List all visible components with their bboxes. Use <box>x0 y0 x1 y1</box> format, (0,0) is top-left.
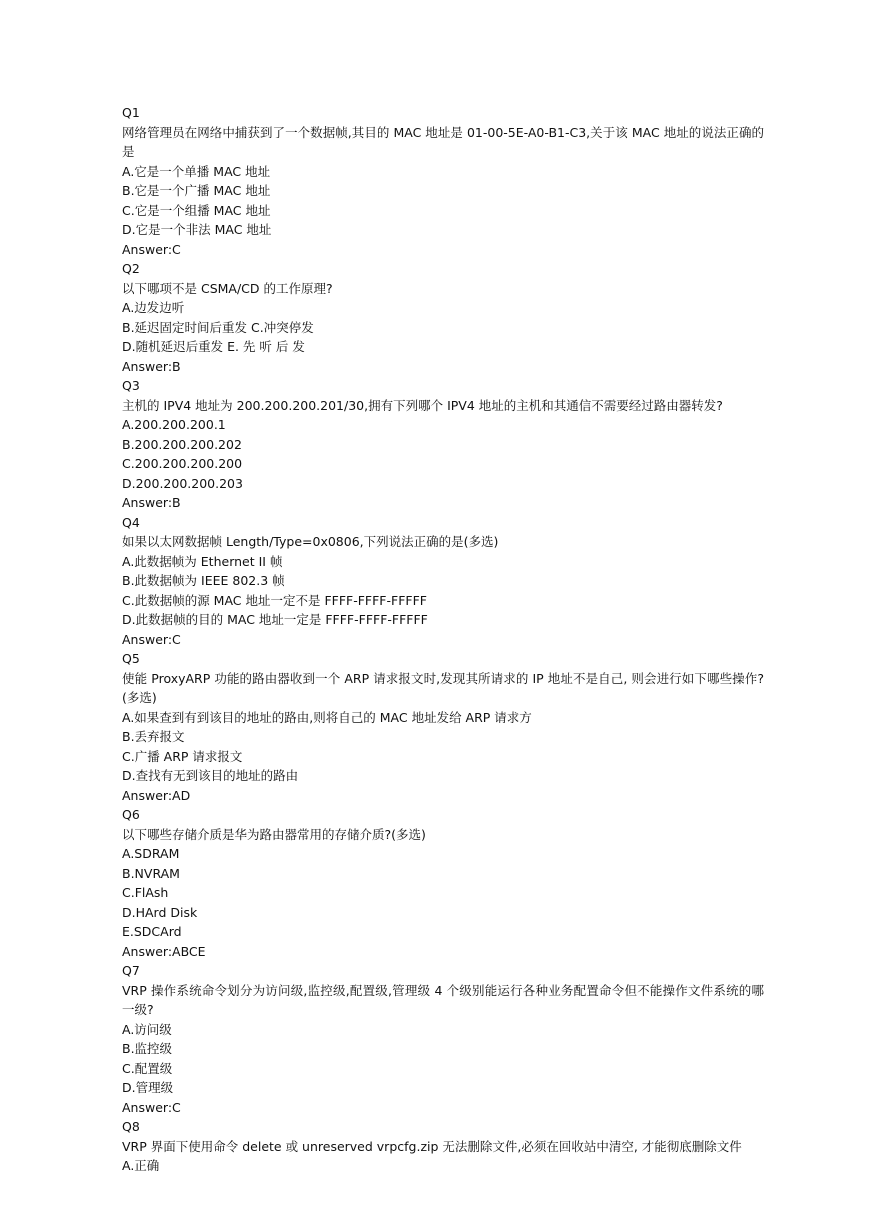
answer-option: A.SDRAM <box>122 846 180 861</box>
answer-option: A.访问级 <box>122 1021 172 1037</box>
answer-option: D.管理级 <box>122 1080 174 1095</box>
question-block <box>122 259 764 376</box>
question-block <box>122 513 764 650</box>
answer-option: C.它是一个组播 MAC 地址 <box>122 202 271 218</box>
answer-option: A.边发边听 <box>122 300 185 315</box>
question-stem: VRP 界面下使用命令 delete 或 unreserved vrpcfg.zip 无法删除文件,必须在回收站中清空, 才能彻底删除文件 <box>122 1138 742 1154</box>
answer-option: D.它是一个非法 MAC 地址 <box>122 222 272 237</box>
question-block <box>122 103 764 259</box>
answer-option: C.FlAsh <box>122 885 169 900</box>
answer-key: Answer:B <box>122 495 181 510</box>
answer-option: D.此数据帧的目的 MAC 地址一定是 FFFF-FFFF-FFFFF <box>122 612 428 627</box>
answer-option: A.它是一个单播 MAC 地址 <box>122 163 271 179</box>
question-stem: 网络管理员在网络中捕获到了一个数据帧,其目的 MAC 地址是 01-00-5E-A0-B1-C3,关于该 MAC 地址的说法正确的是 <box>122 124 764 159</box>
answer-key: Answer:C <box>122 631 181 647</box>
answer-option: D.随机延迟后重发 E. 先 听 后 发 <box>122 339 305 354</box>
answer-option: B.NVRAM <box>122 865 180 881</box>
question-number: Q3 <box>122 378 140 393</box>
answer-key: Answer:AD <box>122 787 191 803</box>
question-stem: 以下哪项不是 CSMA/CD 的工作原理? <box>122 280 333 296</box>
answer-option: A.如果查到有到该目的地址的路由,则将自己的 MAC 地址发给 ARP 请求方 <box>122 709 532 725</box>
answer-key: Answer:C <box>122 1099 181 1115</box>
answer-option: B.延迟固定时间后重发 C.冲突停发 <box>122 319 314 335</box>
question-stem: 以下哪些存储介质是华为路由器常用的存储介质?(多选) <box>122 826 426 842</box>
question-block <box>122 961 764 1117</box>
answer-option: C.200.200.200.200 <box>122 456 243 471</box>
question-block <box>122 649 768 805</box>
question-number: Q5 <box>122 651 140 666</box>
answer-option: D.查找有无到该目的地址的路由 <box>122 768 299 783</box>
question-stem: VRP 操作系统命令划分为访问级,监控级,配置级,管理级 4 个级别能运行各种业务配置命令但不能操作文件系统的哪一级? <box>122 982 764 1017</box>
question-number: Q8 <box>122 1119 140 1134</box>
document-page <box>122 103 768 1176</box>
question-number: Q1 <box>122 105 140 120</box>
question-block <box>122 1117 764 1176</box>
answer-option: E.SDCArd <box>122 924 182 939</box>
question-block <box>122 805 764 961</box>
answer-option: D.HArd Disk <box>122 904 198 920</box>
answer-option: C.配置级 <box>122 1060 173 1076</box>
answer-key: Answer:B <box>122 358 181 374</box>
answer-key: Answer:C <box>122 241 181 257</box>
answer-option: D.200.200.200.203 <box>122 475 243 491</box>
question-stem: 使能 ProxyARP 功能的路由器收到一个 ARP 请求报文时,发现其所请求的 IP 地址不是自己, 则会进行如下哪些操作? (多选) <box>122 670 768 705</box>
answer-option: A.此数据帧为 Ethernet II 帧 <box>122 553 283 569</box>
answer-option: B.丢弃报文 <box>122 729 185 744</box>
question-number: Q2 <box>122 261 140 276</box>
answer-option: A.正确 <box>122 1158 160 1173</box>
question-block <box>122 376 764 513</box>
answer-key: Answer:ABCE <box>122 943 206 959</box>
answer-option: B.监控级 <box>122 1041 173 1056</box>
question-stem: 如果以太网数据帧 Length/Type=0x0806,下列说法正确的是(多选) <box>122 534 499 549</box>
answer-option: B.此数据帧为 IEEE 802.3 帧 <box>122 573 285 588</box>
question-stem: 主机的 IPV4 地址为 200.200.200.201/30,拥有下列哪个 IPV4 地址的主机和其通信不需要经过路由器转发? <box>122 397 723 413</box>
answer-option: C.此数据帧的源 MAC 地址一定不是 FFFF-FFFF-FFFFF <box>122 592 427 608</box>
answer-option: C.广播 ARP 请求报文 <box>122 748 243 764</box>
question-number: Q6 <box>122 807 140 822</box>
question-number: Q4 <box>122 514 140 530</box>
question-number: Q7 <box>122 963 140 978</box>
answer-option: B.它是一个广播 MAC 地址 <box>122 183 271 198</box>
answer-option: B.200.200.200.202 <box>122 436 242 452</box>
answer-option: A.200.200.200.1 <box>122 417 226 432</box>
